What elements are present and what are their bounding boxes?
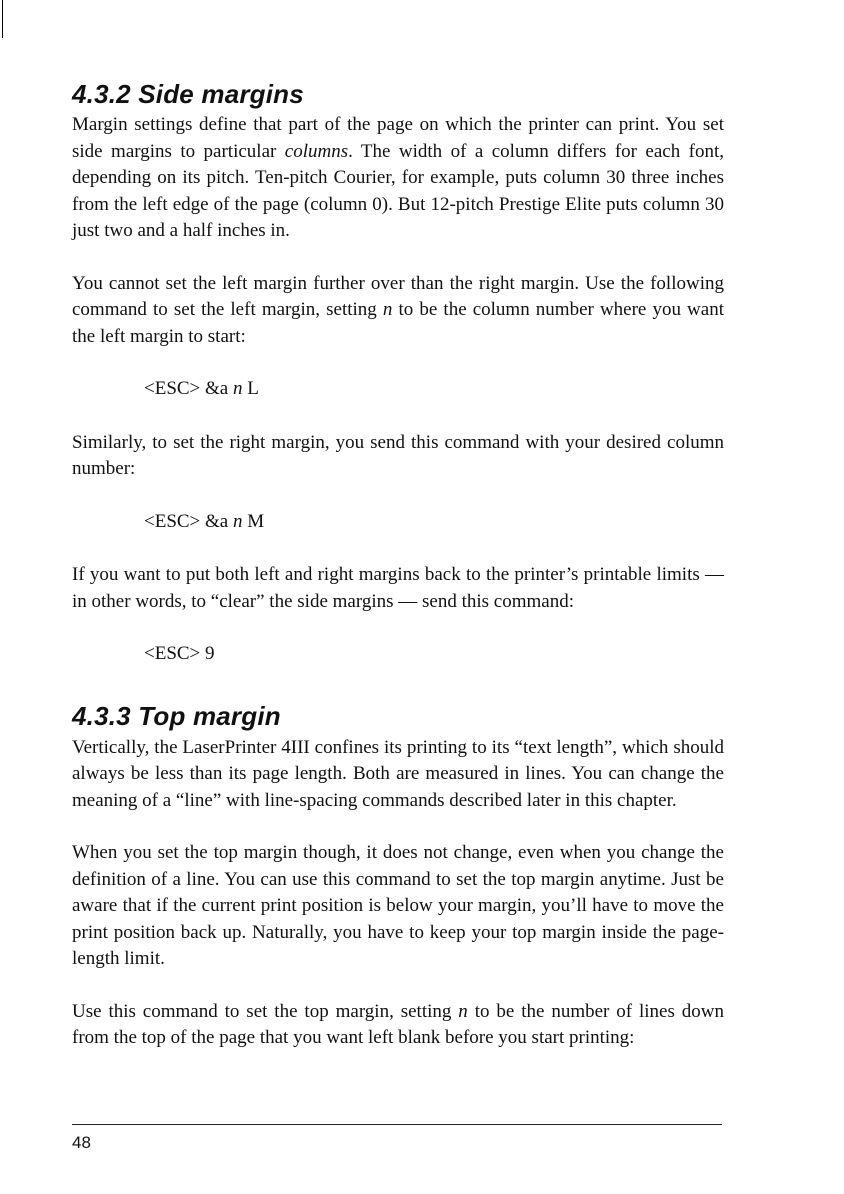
page-number: 48 — [72, 1133, 91, 1152]
side-margins-paragraph-4: If you want to put both left and right margins back to the printer’s printable limits — in other words, to “clear” the side margins — send this command: — [72, 564, 724, 612]
section-heading-top-margin: 4.3.3 Top margin — [72, 700, 281, 731]
top-margin-paragraph-1: Vertically, the LaserPrinter 4III confines its printing to its “text length”, which should always be less than its page length. Both are measured in lines. You can change the meaning of a “line” with line-spacing commands described later in this chapter. — [72, 736, 724, 811]
footer-divider — [72, 1124, 722, 1125]
command-right-margin: <ESC> &a n M — [144, 510, 265, 532]
section-heading-side-margins: 4.3.2 Side margins — [72, 79, 304, 109]
command-left-margin: <ESC> &a n L — [144, 378, 259, 399]
page-edge-mark — [2, 0, 3, 38]
side-margins-paragraph-2: You cannot set the left margin further over than the right margin. Use the following command to set the left margin, setting n to be the column number where you want the left margin to start: — [72, 272, 724, 347]
side-margins-paragraph-3: Similarly, to set the right margin, you send this command with your desired column number: — [72, 431, 724, 479]
document-body — [72, 78, 724, 1078]
command-clear-margins: <ESC> 9 — [144, 643, 215, 664]
top-margin-paragraph-2: When you set the top margin though, it does not change, even when you change the definition of a line. You can use this command to set the top margin anytime. Just be aware that if the current print position is below your margin, you’ll have to move the print position back up. Naturally, you have to keep your top margin inside the page-length limit. — [72, 842, 724, 969]
top-margin-paragraph-3: Use this command to set the top margin, setting n to be the number of lines down from the top of the page that you want left blank before you start printing: — [72, 1000, 724, 1048]
side-margins-paragraph-1: Margin settings define that part of the page on which the printer can print. You set side margins to particular columns. The width of a column differs for each font, depending on its pitch. Ten-pitch Courier, for example, puts column 30 three inches from the left edge of the page (column 0). But 12-pitch Prestige Elite puts column 30 just two and a half inches in. — [72, 114, 724, 241]
